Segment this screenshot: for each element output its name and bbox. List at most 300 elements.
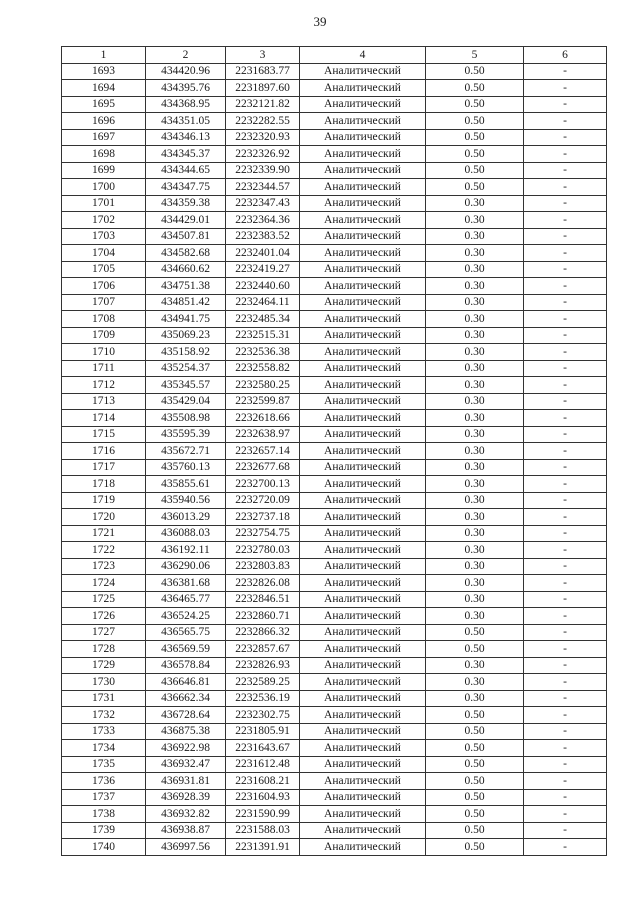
method-cell: Аналитический: [300, 624, 426, 641]
point-number-cell: 1724: [62, 575, 146, 592]
accuracy-cell: 0.30: [426, 459, 524, 476]
accuracy-cell: 0.30: [426, 674, 524, 691]
method-cell: Аналитический: [300, 641, 426, 658]
x-coordinate-cell: 436997.56: [146, 839, 226, 856]
y-coordinate-cell: 2232419.27: [226, 261, 300, 278]
y-coordinate-cell: 2232754.75: [226, 525, 300, 542]
accuracy-cell: 0.30: [426, 657, 524, 674]
accuracy-cell: 0.50: [426, 624, 524, 641]
table-row: [62, 641, 607, 658]
x-coordinate-cell: 435595.39: [146, 426, 226, 443]
y-coordinate-cell: 2232580.25: [226, 377, 300, 394]
note-cell: -: [524, 443, 607, 460]
point-number-cell: 1711: [62, 360, 146, 377]
x-coordinate-cell: 435760.13: [146, 459, 226, 476]
accuracy-cell: 0.50: [426, 773, 524, 790]
note-cell: -: [524, 806, 607, 823]
table-row: [62, 377, 607, 394]
x-coordinate-cell: 434429.01: [146, 212, 226, 229]
point-number-cell: 1694: [62, 80, 146, 97]
y-coordinate-cell: 2232536.19: [226, 690, 300, 707]
method-cell: Аналитический: [300, 426, 426, 443]
point-number-cell: 1704: [62, 245, 146, 262]
method-cell: Аналитический: [300, 657, 426, 674]
point-number-cell: 1719: [62, 492, 146, 509]
note-cell: -: [524, 195, 607, 212]
method-cell: Аналитический: [300, 690, 426, 707]
x-coordinate-cell: 434582.68: [146, 245, 226, 262]
note-cell: -: [524, 327, 607, 344]
note-cell: -: [524, 476, 607, 493]
note-cell: -: [524, 278, 607, 295]
accuracy-cell: 0.30: [426, 591, 524, 608]
table-row: [62, 162, 607, 179]
x-coordinate-cell: 435672.71: [146, 443, 226, 460]
method-cell: Аналитический: [300, 113, 426, 130]
table-row: [62, 146, 607, 163]
note-cell: -: [524, 624, 607, 641]
point-number-cell: 1714: [62, 410, 146, 427]
table-row: [62, 558, 607, 575]
table-row: [62, 278, 607, 295]
point-number-cell: 1707: [62, 294, 146, 311]
note-cell: -: [524, 344, 607, 361]
method-cell: Аналитический: [300, 179, 426, 196]
point-number-cell: 1696: [62, 113, 146, 130]
point-number-cell: 1698: [62, 146, 146, 163]
point-number-cell: 1702: [62, 212, 146, 229]
note-cell: -: [524, 426, 607, 443]
table-row: [62, 723, 607, 740]
table-row: [62, 509, 607, 526]
method-cell: Аналитический: [300, 674, 426, 691]
x-coordinate-cell: 434359.38: [146, 195, 226, 212]
x-coordinate-cell: 435345.57: [146, 377, 226, 394]
accuracy-cell: 0.30: [426, 344, 524, 361]
accuracy-cell: 0.50: [426, 113, 524, 130]
table-row: [62, 426, 607, 443]
x-coordinate-cell: 434507.81: [146, 228, 226, 245]
point-number-cell: 1700: [62, 179, 146, 196]
note-cell: -: [524, 657, 607, 674]
point-number-cell: 1709: [62, 327, 146, 344]
method-cell: Аналитический: [300, 311, 426, 328]
accuracy-cell: 0.50: [426, 822, 524, 839]
accuracy-cell: 0.50: [426, 839, 524, 856]
column-header: 2: [146, 47, 226, 64]
y-coordinate-cell: 2232364.36: [226, 212, 300, 229]
point-number-cell: 1715: [62, 426, 146, 443]
accuracy-cell: 0.50: [426, 63, 524, 80]
x-coordinate-cell: 435940.56: [146, 492, 226, 509]
y-coordinate-cell: 2232558.82: [226, 360, 300, 377]
note-cell: -: [524, 377, 607, 394]
y-coordinate-cell: 2232803.83: [226, 558, 300, 575]
accuracy-cell: 0.50: [426, 96, 524, 113]
x-coordinate-cell: 435158.92: [146, 344, 226, 361]
point-number-cell: 1729: [62, 657, 146, 674]
method-cell: Аналитический: [300, 443, 426, 460]
accuracy-cell: 0.50: [426, 723, 524, 740]
table-row: [62, 327, 607, 344]
column-header: 1: [62, 47, 146, 64]
note-cell: -: [524, 393, 607, 410]
accuracy-cell: 0.30: [426, 393, 524, 410]
note-cell: -: [524, 162, 607, 179]
accuracy-cell: 0.30: [426, 410, 524, 427]
note-cell: -: [524, 756, 607, 773]
y-coordinate-cell: 2232347.43: [226, 195, 300, 212]
note-cell: -: [524, 80, 607, 97]
y-coordinate-cell: 2232401.04: [226, 245, 300, 262]
x-coordinate-cell: 434368.95: [146, 96, 226, 113]
x-coordinate-cell: 436931.81: [146, 773, 226, 790]
accuracy-cell: 0.50: [426, 129, 524, 146]
method-cell: Аналитический: [300, 129, 426, 146]
method-cell: Аналитический: [300, 723, 426, 740]
x-coordinate-cell: 434345.37: [146, 146, 226, 163]
y-coordinate-cell: 2232536.38: [226, 344, 300, 361]
table-row: [62, 839, 607, 856]
note-cell: -: [524, 839, 607, 856]
point-number-cell: 1713: [62, 393, 146, 410]
method-cell: Аналитический: [300, 492, 426, 509]
note-cell: -: [524, 146, 607, 163]
y-coordinate-cell: 2232302.75: [226, 707, 300, 724]
accuracy-cell: 0.30: [426, 195, 524, 212]
method-cell: Аналитический: [300, 789, 426, 806]
y-coordinate-cell: 2231608.21: [226, 773, 300, 790]
page-number: 39: [313, 14, 327, 29]
note-cell: -: [524, 591, 607, 608]
table-row: [62, 261, 607, 278]
point-number-cell: 1712: [62, 377, 146, 394]
point-number-cell: 1717: [62, 459, 146, 476]
note-cell: -: [524, 129, 607, 146]
x-coordinate-cell: 435855.61: [146, 476, 226, 493]
x-coordinate-cell: 436875.38: [146, 723, 226, 740]
point-number-cell: 1720: [62, 509, 146, 526]
y-coordinate-cell: 2232599.87: [226, 393, 300, 410]
x-coordinate-cell: 435069.23: [146, 327, 226, 344]
point-number-cell: 1735: [62, 756, 146, 773]
note-cell: -: [524, 542, 607, 559]
x-coordinate-cell: 435429.04: [146, 393, 226, 410]
accuracy-cell: 0.30: [426, 575, 524, 592]
point-number-cell: 1740: [62, 839, 146, 856]
accuracy-cell: 0.30: [426, 294, 524, 311]
method-cell: Аналитический: [300, 707, 426, 724]
accuracy-cell: 0.30: [426, 377, 524, 394]
x-coordinate-cell: 436088.03: [146, 525, 226, 542]
x-coordinate-cell: 436578.84: [146, 657, 226, 674]
table-header-row: [62, 47, 607, 64]
y-coordinate-cell: 2232320.93: [226, 129, 300, 146]
accuracy-cell: 0.50: [426, 806, 524, 823]
method-cell: Аналитический: [300, 278, 426, 295]
point-number-cell: 1693: [62, 63, 146, 80]
accuracy-cell: 0.30: [426, 492, 524, 509]
table-row: [62, 80, 607, 97]
accuracy-cell: 0.50: [426, 756, 524, 773]
table-row: [62, 591, 607, 608]
point-number-cell: 1728: [62, 641, 146, 658]
note-cell: -: [524, 509, 607, 526]
table-row: [62, 492, 607, 509]
accuracy-cell: 0.30: [426, 228, 524, 245]
method-cell: Аналитический: [300, 228, 426, 245]
point-number-cell: 1734: [62, 740, 146, 757]
x-coordinate-cell: 436192.11: [146, 542, 226, 559]
y-coordinate-cell: 2232618.66: [226, 410, 300, 427]
table-row: [62, 63, 607, 80]
method-cell: Аналитический: [300, 476, 426, 493]
note-cell: -: [524, 261, 607, 278]
column-header: 4: [300, 47, 426, 64]
point-number-cell: 1739: [62, 822, 146, 839]
note-cell: -: [524, 822, 607, 839]
accuracy-cell: 0.30: [426, 443, 524, 460]
point-number-cell: 1721: [62, 525, 146, 542]
table-row: [62, 195, 607, 212]
note-cell: -: [524, 245, 607, 262]
y-coordinate-cell: 2231588.03: [226, 822, 300, 839]
accuracy-cell: 0.30: [426, 212, 524, 229]
point-number-cell: 1699: [62, 162, 146, 179]
method-cell: Аналитический: [300, 558, 426, 575]
x-coordinate-cell: 436465.77: [146, 591, 226, 608]
method-cell: Аналитический: [300, 608, 426, 625]
x-coordinate-cell: 434751.38: [146, 278, 226, 295]
method-cell: Аналитический: [300, 377, 426, 394]
method-cell: Аналитический: [300, 410, 426, 427]
y-coordinate-cell: 2232339.90: [226, 162, 300, 179]
table-row: [62, 707, 607, 724]
y-coordinate-cell: 2232857.67: [226, 641, 300, 658]
x-coordinate-cell: 434851.42: [146, 294, 226, 311]
x-coordinate-cell: 434660.62: [146, 261, 226, 278]
method-cell: Аналитический: [300, 575, 426, 592]
note-cell: -: [524, 113, 607, 130]
method-cell: Аналитический: [300, 294, 426, 311]
y-coordinate-cell: 2231643.67: [226, 740, 300, 757]
x-coordinate-cell: 436922.98: [146, 740, 226, 757]
x-coordinate-cell: 436662.34: [146, 690, 226, 707]
point-number-cell: 1726: [62, 608, 146, 625]
method-cell: Аналитический: [300, 591, 426, 608]
y-coordinate-cell: 2232826.93: [226, 657, 300, 674]
accuracy-cell: 0.30: [426, 261, 524, 278]
accuracy-cell: 0.50: [426, 146, 524, 163]
accuracy-cell: 0.50: [426, 179, 524, 196]
note-cell: -: [524, 608, 607, 625]
note-cell: -: [524, 492, 607, 509]
table-row: [62, 575, 607, 592]
accuracy-cell: 0.30: [426, 311, 524, 328]
point-number-cell: 1738: [62, 806, 146, 823]
y-coordinate-cell: 2232515.31: [226, 327, 300, 344]
accuracy-cell: 0.30: [426, 360, 524, 377]
accuracy-cell: 0.50: [426, 80, 524, 97]
x-coordinate-cell: 435508.98: [146, 410, 226, 427]
y-coordinate-cell: 2232866.32: [226, 624, 300, 641]
table-row: [62, 740, 607, 757]
x-coordinate-cell: 436728.64: [146, 707, 226, 724]
y-coordinate-cell: 2231805.91: [226, 723, 300, 740]
x-coordinate-cell: 434344.65: [146, 162, 226, 179]
accuracy-cell: 0.50: [426, 707, 524, 724]
method-cell: Аналитический: [300, 63, 426, 80]
y-coordinate-cell: 2231612.48: [226, 756, 300, 773]
y-coordinate-cell: 2232638.97: [226, 426, 300, 443]
x-coordinate-cell: 436938.87: [146, 822, 226, 839]
y-coordinate-cell: 2232121.82: [226, 96, 300, 113]
y-coordinate-cell: 2232485.34: [226, 311, 300, 328]
y-coordinate-cell: 2232589.25: [226, 674, 300, 691]
point-number-cell: 1723: [62, 558, 146, 575]
method-cell: Аналитический: [300, 360, 426, 377]
accuracy-cell: 0.30: [426, 327, 524, 344]
note-cell: -: [524, 179, 607, 196]
note-cell: -: [524, 723, 607, 740]
x-coordinate-cell: 435254.37: [146, 360, 226, 377]
table-row: [62, 459, 607, 476]
table-row: [62, 525, 607, 542]
x-coordinate-cell: 436565.75: [146, 624, 226, 641]
accuracy-cell: 0.30: [426, 690, 524, 707]
accuracy-cell: 0.30: [426, 426, 524, 443]
table-row: [62, 129, 607, 146]
x-coordinate-cell: 436646.81: [146, 674, 226, 691]
point-number-cell: 1706: [62, 278, 146, 295]
method-cell: Аналитический: [300, 393, 426, 410]
table-row: [62, 311, 607, 328]
note-cell: -: [524, 740, 607, 757]
note-cell: -: [524, 690, 607, 707]
point-number-cell: 1732: [62, 707, 146, 724]
table-row: [62, 624, 607, 641]
note-cell: -: [524, 773, 607, 790]
point-number-cell: 1730: [62, 674, 146, 691]
method-cell: Аналитический: [300, 245, 426, 262]
method-cell: Аналитический: [300, 773, 426, 790]
y-coordinate-cell: 2232326.92: [226, 146, 300, 163]
method-cell: Аналитический: [300, 756, 426, 773]
x-coordinate-cell: 436932.47: [146, 756, 226, 773]
y-coordinate-cell: 2232737.18: [226, 509, 300, 526]
point-number-cell: 1703: [62, 228, 146, 245]
table-row: [62, 245, 607, 262]
table-row: [62, 410, 607, 427]
method-cell: Аналитический: [300, 839, 426, 856]
accuracy-cell: 0.30: [426, 558, 524, 575]
point-number-cell: 1733: [62, 723, 146, 740]
y-coordinate-cell: 2232282.55: [226, 113, 300, 130]
point-number-cell: 1710: [62, 344, 146, 361]
accuracy-cell: 0.50: [426, 740, 524, 757]
table-row: [62, 690, 607, 707]
y-coordinate-cell: 2232677.68: [226, 459, 300, 476]
note-cell: -: [524, 311, 607, 328]
method-cell: Аналитический: [300, 509, 426, 526]
note-cell: -: [524, 360, 607, 377]
point-number-cell: 1725: [62, 591, 146, 608]
point-number-cell: 1722: [62, 542, 146, 559]
table-row: [62, 344, 607, 361]
y-coordinate-cell: 2231683.77: [226, 63, 300, 80]
accuracy-cell: 0.30: [426, 245, 524, 262]
point-number-cell: 1718: [62, 476, 146, 493]
note-cell: -: [524, 789, 607, 806]
x-coordinate-cell: 434420.96: [146, 63, 226, 80]
column-header: 6: [524, 47, 607, 64]
point-number-cell: 1697: [62, 129, 146, 146]
note-cell: -: [524, 707, 607, 724]
method-cell: Аналитический: [300, 212, 426, 229]
accuracy-cell: 0.30: [426, 525, 524, 542]
note-cell: -: [524, 575, 607, 592]
table-row: [62, 756, 607, 773]
x-coordinate-cell: 434395.76: [146, 80, 226, 97]
coordinates-table: [61, 46, 607, 856]
y-coordinate-cell: 2231391.91: [226, 839, 300, 856]
note-cell: -: [524, 228, 607, 245]
y-coordinate-cell: 2232383.52: [226, 228, 300, 245]
note-cell: -: [524, 558, 607, 575]
note-cell: -: [524, 212, 607, 229]
method-cell: Аналитический: [300, 327, 426, 344]
y-coordinate-cell: 2232440.60: [226, 278, 300, 295]
y-coordinate-cell: 2231590.99: [226, 806, 300, 823]
y-coordinate-cell: 2232700.13: [226, 476, 300, 493]
accuracy-cell: 0.50: [426, 641, 524, 658]
accuracy-cell: 0.30: [426, 608, 524, 625]
column-header: 5: [426, 47, 524, 64]
point-number-cell: 1731: [62, 690, 146, 707]
point-number-cell: 1701: [62, 195, 146, 212]
table-row: [62, 360, 607, 377]
point-number-cell: 1695: [62, 96, 146, 113]
method-cell: Аналитический: [300, 740, 426, 757]
method-cell: Аналитический: [300, 542, 426, 559]
table-row: [62, 443, 607, 460]
table-row: [62, 657, 607, 674]
note-cell: -: [524, 63, 607, 80]
note-cell: -: [524, 96, 607, 113]
point-number-cell: 1737: [62, 789, 146, 806]
table-row: [62, 674, 607, 691]
method-cell: Аналитический: [300, 525, 426, 542]
table-row: [62, 608, 607, 625]
method-cell: Аналитический: [300, 459, 426, 476]
x-coordinate-cell: 436013.29: [146, 509, 226, 526]
y-coordinate-cell: 2232780.03: [226, 542, 300, 559]
y-coordinate-cell: 2232657.14: [226, 443, 300, 460]
y-coordinate-cell: 2232826.08: [226, 575, 300, 592]
method-cell: Аналитический: [300, 80, 426, 97]
method-cell: Аналитический: [300, 806, 426, 823]
y-coordinate-cell: 2231897.60: [226, 80, 300, 97]
x-coordinate-cell: 436928.39: [146, 789, 226, 806]
y-coordinate-cell: 2232720.09: [226, 492, 300, 509]
x-coordinate-cell: 434346.13: [146, 129, 226, 146]
point-number-cell: 1736: [62, 773, 146, 790]
y-coordinate-cell: 2232846.51: [226, 591, 300, 608]
table-row: [62, 806, 607, 823]
x-coordinate-cell: 436381.68: [146, 575, 226, 592]
x-coordinate-cell: 434351.05: [146, 113, 226, 130]
method-cell: Аналитический: [300, 146, 426, 163]
